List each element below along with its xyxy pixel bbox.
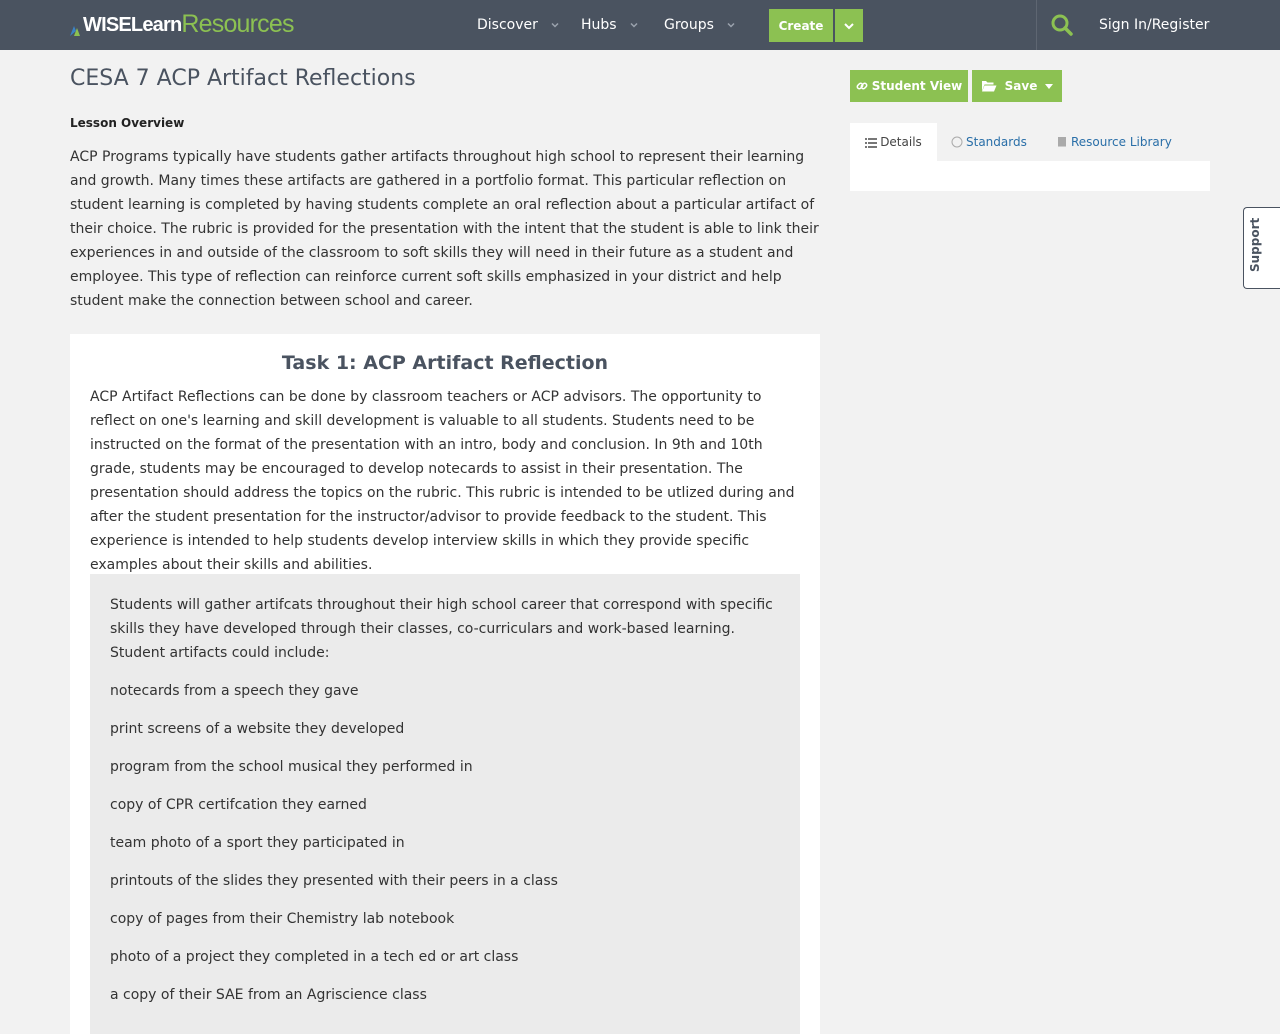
top-navbar: [0, 0, 1280, 50]
chevron-down-icon: [726, 20, 736, 30]
logo-wise-text: WISELearn: [83, 13, 182, 36]
support-tab[interactable]: [1243, 207, 1280, 289]
task-description: ACP Artifact Reflections can be done by classroom teachers or ACP advisors. The opportunity to reflect on one's learning and skill development is valuable to all students. Students need to be instructed on the format of the presentation with an intro, body and conclusion. In 9th and 10th grade, students may be encouraged to develop notecards to assist in their presentation. The presentation should address the topics on the rubric. This rubric is intended to be utlized during and after the student presentation for the instructor/advisor to provide feedback to the student. This experience is intended to help students develop interview skills in which they provide specific examples about their skills and abilities.: [90, 389, 795, 573]
tab-resource-library[interactable]: [1056, 123, 1172, 161]
list-item: photo of a project they completed in a tech ed or art class: [110, 949, 519, 965]
list-item: notecards from a speech they gave: [110, 683, 359, 699]
save-button[interactable]: [972, 70, 1062, 102]
student-view-label: Student View: [871, 79, 963, 93]
lesson-overview-text: ACP Programs typically have students gather artifacts throughout high school to represent their learning and growth. Many times these artifacts are gathered in a portfolio format. This particular reflection on student learning is completed by having students complete an oral reflection about a particular artifact of their choice. The rubric is provided for the presentation with the intent that the student is able to link their experiences in and outside of the classroom to soft skills they will need in their future as a student and employee. This type of reflection can reinforce current soft skills emphasized in your district and help student make the connection between school and career.: [70, 149, 819, 309]
nav-divider: [1036, 0, 1037, 50]
task-title: Task 1: ACP Artifact Reflection: [281, 352, 609, 374]
list-item: copy of pages from their Chemistry lab notebook: [110, 911, 455, 927]
create-dropdown-toggle[interactable]: [835, 9, 863, 42]
nav-discover[interactable]: [477, 0, 560, 50]
nav-hubs[interactable]: [581, 0, 639, 50]
circle-icon: [951, 136, 963, 148]
list-item: team photo of a sport they participated in: [110, 835, 405, 851]
support-label: Support: [1248, 217, 1262, 272]
tab-standards[interactable]: [951, 123, 1027, 161]
tab-details-label: Details: [880, 135, 922, 149]
save-label: Save: [1004, 79, 1038, 93]
logo-resources-text: Resources: [181, 9, 294, 38]
nav-groups-label: Groups: [664, 17, 714, 33]
chevron-down-icon: [629, 20, 639, 30]
nav-discover-label: Discover: [477, 17, 538, 33]
nav-hubs-label: Hubs: [581, 17, 617, 33]
chevron-down-icon: [842, 19, 856, 33]
search-icon[interactable]: [1050, 13, 1074, 37]
tab-resource-library-label: Resource Library: [1071, 135, 1172, 149]
folder-open-icon: [981, 80, 997, 92]
wiselearn-logo[interactable]: [70, 9, 294, 38]
list-item: print screens of a website they developed: [110, 721, 405, 737]
details-panel: [850, 161, 1210, 191]
artifact-intro-text: Students will gather artifcats throughout their high school career that correspond with specific skills they have developed through their classes, co-curriculars and work-based learning. Student artifacts could include:: [110, 597, 773, 661]
logo-mark-icon: [70, 24, 82, 36]
tab-standards-label: Standards: [966, 135, 1027, 149]
list-item: program from the school musical they performed in: [110, 759, 473, 775]
list-icon: [865, 137, 877, 148]
sign-in-register-link[interactable]: Sign In/Register: [1099, 17, 1210, 33]
book-icon: [1056, 136, 1068, 148]
artifact-list: [110, 679, 558, 1021]
list-item: copy of CPR certifcation they earned: [110, 797, 367, 813]
list-item: printouts of the slides they presented with their peers in a class: [110, 873, 558, 889]
student-view-button[interactable]: [850, 70, 968, 102]
chevron-down-icon: [550, 20, 560, 30]
nav-groups[interactable]: [664, 0, 736, 50]
link-icon: [856, 80, 868, 92]
caret-down-icon: [1045, 84, 1053, 89]
page-title: CESA 7 ACP Artifact Reflections: [70, 66, 416, 91]
lesson-overview-heading: Lesson Overview: [70, 116, 185, 130]
create-button[interactable]: Create: [769, 9, 833, 42]
tab-details[interactable]: [850, 123, 937, 161]
list-item: a copy of their SAE from an Agriscience class: [110, 987, 427, 1003]
